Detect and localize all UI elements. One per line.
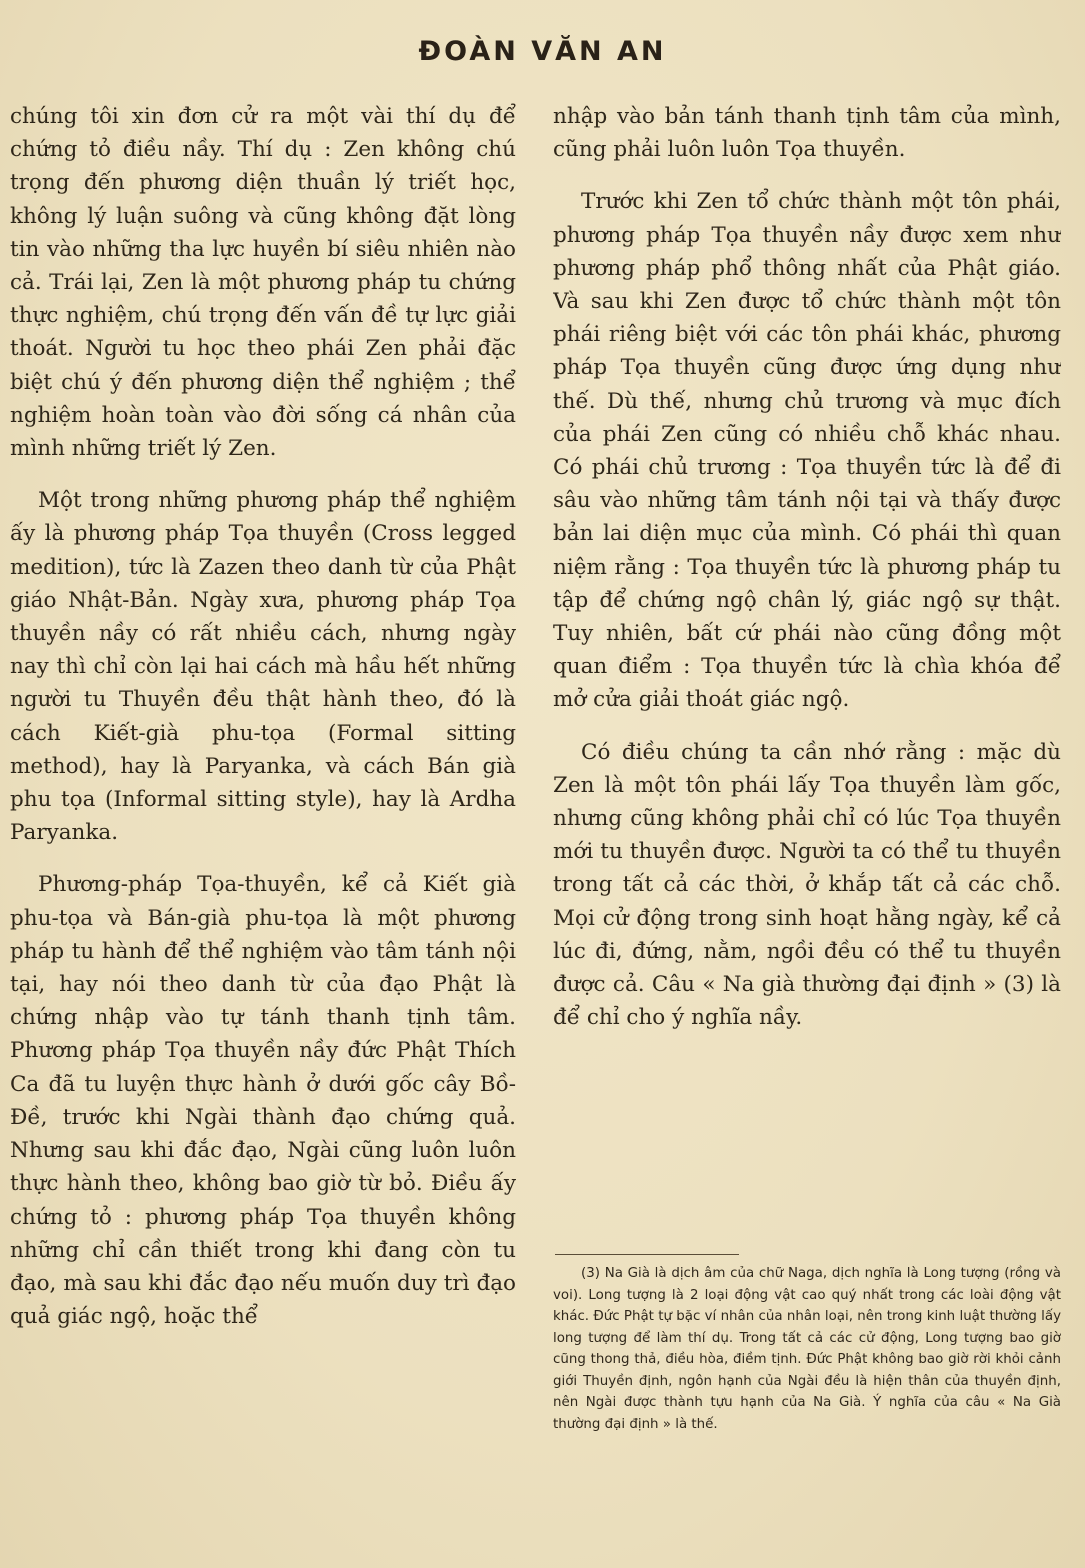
running-header: ĐOÀN VĂN AN bbox=[418, 36, 667, 67]
footnote-divider bbox=[555, 1254, 739, 1255]
paragraph: Phương-pháp Tọa-thuyền, kể cả Kiết già phu-tọa và Bán-già phu-tọa là một phương pháp tu hành để thể nghiệm vào tâm tánh nội tại, hay nói theo danh từ của đạo Phật là chứng nhập vào tự tánh thanh tịnh tâm. Phương pháp Tọa thuyền nầy đức Phật Thích Ca đã tu luyện thực hành ở dưới gốc cây Bồ-Đề, trước khi Ngài thành đạo chứng quả. Nhưng sau khi đắc đạo, Ngài cũng luôn luôn thực hành theo, không bao giờ từ bỏ. Điều ấy chứng tỏ : phương pháp Tọa thuyền không những chỉ cần thiết trong khi đang còn tu đạo, mà sau khi đắc đạo nếu muốn duy trì đạo quả giác ngộ, hoặc thể bbox=[10, 872, 516, 1330]
footnote: (3) Na Già là dịch âm của chữ Naga, dịch nghĩa là Long tượng (rồng và voi). Long tượng là 2 loại động vật cao quý nhất trong các loài động vật khác. Đức Phật tự bặc ví nhân của nhân loại, nên trong kinh luật thường lấy long tượng để làm thí dụ. Trong tất cả các cử động, Long tượng bao giờ cũng thong thả, điều hòa, điềm tịnh. Đức Phật không bao giờ rời khỏi cảnh giới Thuyền định, ngôn hạnh của Ngài đều là hiện thân của thuyền định, nên Ngài được thành tựu hạnh của Na Già. Ý nghĩa của câu « Na Già thường đại định » là thế. bbox=[553, 1266, 1061, 1432]
paragraph: chúng tôi xin đơn cử ra một vài thí dụ để chứng tỏ điều nầy. Thí dụ : Zen không chú trọng đến phương diện thuần lý triết học, không lý luận suông và cũng không đặt lòng tin vào những tha lực huyền bí siêu nhiên nào cả. Trái lại, Zen là một phương pháp tu chứng thực nghiệm, chú trọng đến vấn đề tự lực giải thoát. Người tu học theo phái Zen phải đặc biệt chú ý đến phương diện thể nghiệm ; thể nghiệm hoàn toàn vào đời sống cá nhân của mình những triết lý Zen. bbox=[10, 104, 516, 462]
left-column bbox=[10, 100, 516, 1560]
paragraph: Trước khi Zen tổ chức thành một tôn phái, phương pháp Tọa thuyền nầy được xem như phương pháp phổ thông nhất của Phật giáo. Và sau khi Zen được tổ chức thành một tôn phái riêng biệt với các tôn phái khác, phương pháp Tọa thuyền cũng được ứng dụng như thế. Dù thế, nhưng chủ trương và mục đích của phái Zen cũng có nhiều chỗ khác nhau. Có phái chủ trương : Tọa thuyền tức là để đi sâu vào những tâm tánh nội tại và thấy được bản lai diện mục của mình. Có phái thì quan niệm rằng : Tọa thuyền tức là phương pháp tu tập để chứng ngộ chân lý, giác ngộ sự thật. Tuy nhiên, bất cứ phái nào cũng đồng một quan điểm : Tọa thuyền tức là chìa khóa để mở cửa giải thoát giác ngộ. bbox=[553, 189, 1061, 713]
paragraph: Một trong những phương pháp thể nghiệm ấy là phương pháp Tọa thuyền (Cross legged medition), tức là Zazen theo danh từ của Phật giáo Nhật-Bản. Ngày xưa, phương pháp Tọa thuyền nầy có rất nhiều cách, nhưng ngày nay thì chỉ còn lại hai cách mà hầu hết những người tu Thuyền đều thật hành theo, đó là cách Kiết-già phu-tọa (Formal sitting method), hay là Paryanka, và cách Bán già phu tọa (Informal sitting style), hay là Ardha Paryanka. bbox=[10, 488, 516, 846]
paragraph: Có điều chúng ta cần nhớ rằng : mặc dù Zen là một tôn phái lấy Tọa thuyền làm gốc, nhưng cũng không phải chỉ có lúc Tọa thuyền mới tu thuyền được. Người ta có thể tu thuyền trong tất cả các thời, ở khắp tất cả các chỗ. Mọi cử động trong sinh hoạt hằng ngày, kể cả lúc đi, đứng, nằm, ngồi đều có thể tu thuyền được cả. Câu « Na già thường đại định » (3) là để chỉ cho ý nghĩa nầy. bbox=[553, 739, 1061, 1031]
paragraph-continuation: nhập vào bản tánh thanh tịnh tâm của mình, cũng phải luôn luôn Tọa thuyền. bbox=[553, 104, 1061, 163]
